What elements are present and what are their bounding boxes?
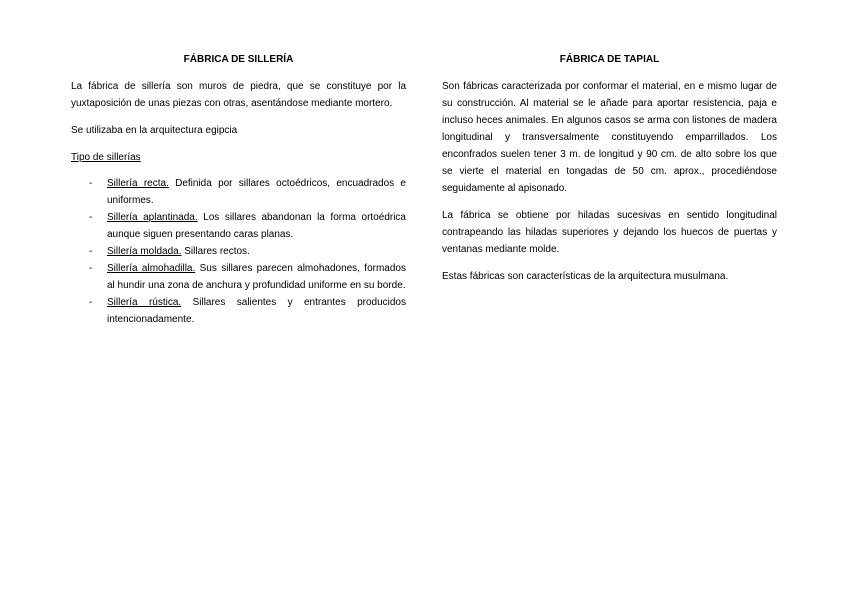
list-item: [89, 175, 406, 209]
list-item: [89, 243, 406, 260]
list-item-term: Sillería recta.: [107, 178, 169, 189]
list-item-term: Sillería almohadilla.: [107, 263, 196, 274]
right-column: [442, 51, 777, 295]
left-column: [71, 51, 406, 328]
silleria-types-list: [71, 175, 406, 328]
list-dash: -: [89, 178, 93, 189]
list-dash: -: [89, 297, 93, 308]
list-item-desc: Sillares salientes y entrantes producidos intencionadamente.: [107, 297, 406, 325]
list-dash: -: [89, 263, 93, 274]
list-dash: -: [89, 212, 93, 223]
right-paragraph-2: La fábrica se obtiene por hiladas sucesivas en sentido longitudinal contrapeando las hiladas superiores y dejando los huecos de puertas y ventanas mediante molde.: [442, 210, 777, 255]
list-item-desc: Los sillares abandonan la forma ortoédrica aunque siguen presentando caras planas.: [107, 212, 406, 240]
left-paragraph-2: Se utilizaba en la arquitectura egipcia: [71, 125, 238, 136]
list-dash: -: [89, 246, 93, 257]
list-item-term: Sillería moldada.: [107, 246, 182, 257]
right-paragraph-1: Son fábricas caracterizada por conformar el material, en e mismo lugar de su construcción. Al material se le añade para aportar resistencia, paja e incluso heces animales. En algunos casos se arma con listones de madera longitudinal y transversalmente constituyendo emparrillados. Los enconfrados suelen tener 3 m. de longitud y 90 cm. de alto sobre los que se vierte el material en tongadas de 50 cm. aprox., procediéndose seguidamente al apisonado.: [442, 81, 777, 194]
list-item-term: Sillería rústica.: [107, 297, 182, 308]
list-item-desc: Sillares rectos.: [181, 246, 250, 257]
left-subheading: Tipo de sillerías: [71, 152, 141, 163]
list-item-term: Sillería aplantinada.: [107, 212, 198, 223]
right-paragraph-3: Estas fábricas son características de la arquitectura musulmana.: [442, 271, 729, 282]
left-paragraph-1: La fábrica de sillería son muros de piedra, que se constituye por la yuxtaposición de unas piezas con otras, asentándose mediante mortero.: [71, 81, 406, 109]
list-item: [89, 260, 406, 294]
list-item: [89, 294, 406, 328]
list-item: [89, 209, 406, 243]
left-heading: FÁBRICA DE SILLERÍA: [183, 54, 294, 65]
list-item-desc: Definida por sillares octoédricos, encuadrados e uniformes.: [107, 178, 406, 206]
list-item-desc: Sus sillares parecen almohadones, formados al hundir una zona de anchura y profundidad uniforme en su borde.: [107, 263, 406, 291]
right-heading: FÁBRICA DE TAPIAL: [559, 54, 660, 65]
